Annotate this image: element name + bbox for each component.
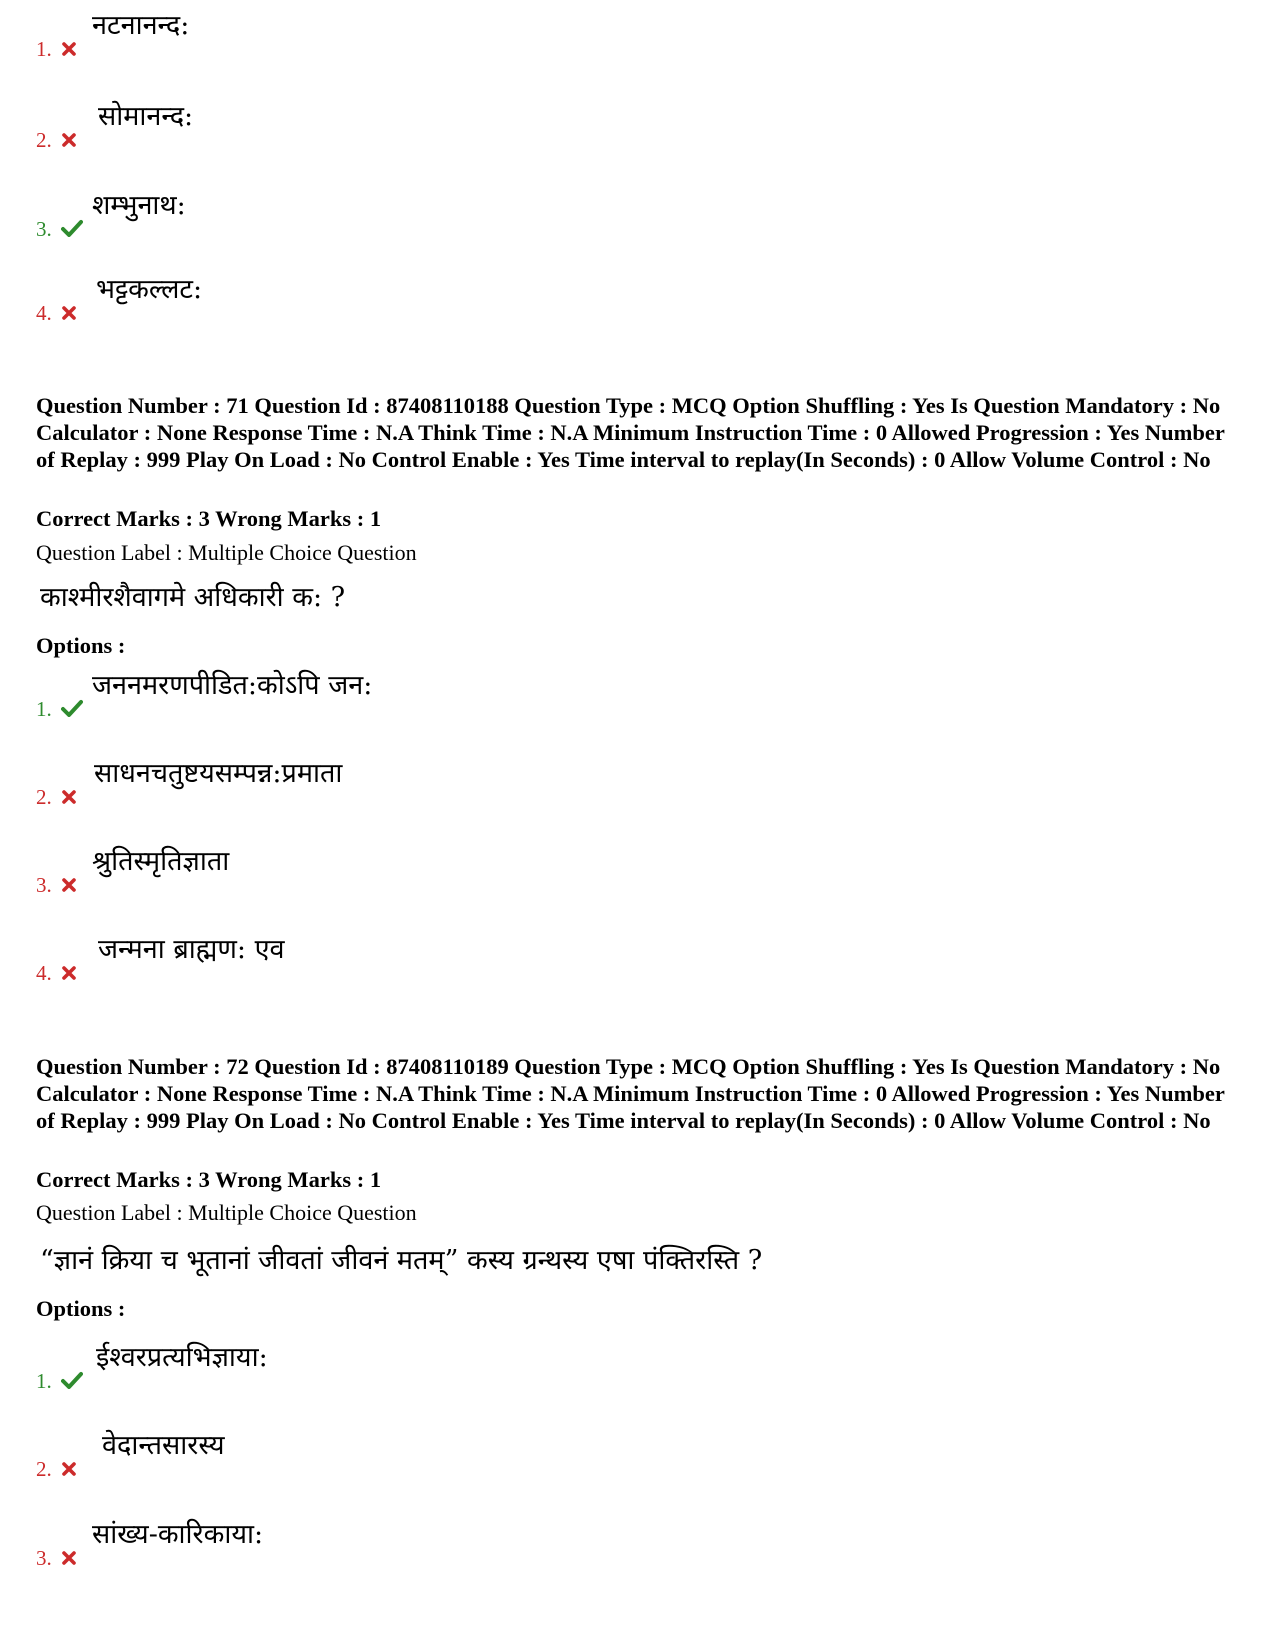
- option-text: नटनानन्द:: [92, 10, 190, 41]
- option-number: 4.: [36, 301, 52, 325]
- option-number: 3.: [36, 1546, 52, 1570]
- option-text: श्रुतिस्मृतिज्ञाता: [92, 846, 230, 877]
- option-number: 1.: [36, 697, 52, 721]
- option-number: 1.: [36, 1369, 52, 1393]
- check-icon: [61, 219, 83, 237]
- option-text: सोमानन्द:: [98, 101, 194, 132]
- options-heading: Options :: [36, 1296, 126, 1321]
- check-icon: [61, 699, 83, 717]
- option-text: सांख्य-कारिकाया:: [92, 1519, 264, 1550]
- option-number: 2.: [36, 785, 52, 809]
- option-number: 3.: [36, 217, 52, 241]
- question-text: “ज्ञानं क्रिया च भूतानां जीवतां जीवनं मतम्” कस्य ग्रन्थस्य एषा पंक्तिरस्ति ?: [40, 1245, 763, 1276]
- cross-icon: [61, 965, 77, 981]
- option-text: जननमरणपीडित:कोऽपि जन:: [92, 670, 373, 701]
- option-text: ईश्वरप्रत्यभिज्ञाया:: [96, 1342, 268, 1373]
- question-marks: Correct Marks : 3 Wrong Marks : 1: [36, 1167, 382, 1192]
- cross-icon: [61, 1550, 77, 1566]
- cross-icon: [61, 877, 77, 893]
- cross-icon: [61, 305, 77, 321]
- option-text: शम्भुनाथ:: [92, 190, 186, 221]
- question-text: काश्मीरशैवागमे अधिकारी क: ?: [40, 582, 346, 613]
- option-number: 3.: [36, 873, 52, 897]
- question-meta: Question Number : 72 Question Id : 87408110189 Question Type : MCQ Option Shuffling : Yes Is Question Mandatory : No Calculator : None Response Time : N.A Think Time : N.A Minimum Instruction Time : 0 Allowed Progression : Yes Number of Replay : 999 Play On Load : No Control Enable : Yes Time interval to replay(In Seconds) : 0 Allow Volume Control : No: [36, 1054, 1225, 1133]
- option-number: 4.: [36, 961, 52, 985]
- option-number: 1.: [36, 37, 52, 61]
- option-text: भट्टकल्लट:: [96, 274, 203, 305]
- cross-icon: [61, 132, 77, 148]
- option-text: साधनचतुष्टयसम्पन्न:प्रमाता: [94, 758, 343, 789]
- cross-icon: [61, 41, 77, 57]
- question-label: Question Label : Multiple Choice Question: [36, 540, 417, 565]
- cross-icon: [61, 789, 77, 805]
- question-marks: Correct Marks : 3 Wrong Marks : 1: [36, 506, 382, 531]
- option-text: वेदान्तसारस्य: [102, 1430, 225, 1461]
- cross-icon: [61, 1461, 77, 1477]
- options-heading: Options :: [36, 633, 126, 658]
- option-number: 2.: [36, 128, 52, 152]
- question-meta: Question Number : 71 Question Id : 87408110188 Question Type : MCQ Option Shuffling : Yes Is Question Mandatory : No Calculator : None Response Time : N.A Think Time : N.A Minimum Instruction Time : 0 Allowed Progression : Yes Number of Replay : 999 Play On Load : No Control Enable : Yes Time interval to replay(In Seconds) : 0 Allow Volume Control : No: [36, 393, 1225, 472]
- question-label: Question Label : Multiple Choice Question: [36, 1200, 417, 1225]
- option-text: जन्मना ब्राह्मण: एव: [98, 934, 285, 965]
- check-icon: [61, 1371, 83, 1389]
- option-number: 2.: [36, 1457, 52, 1481]
